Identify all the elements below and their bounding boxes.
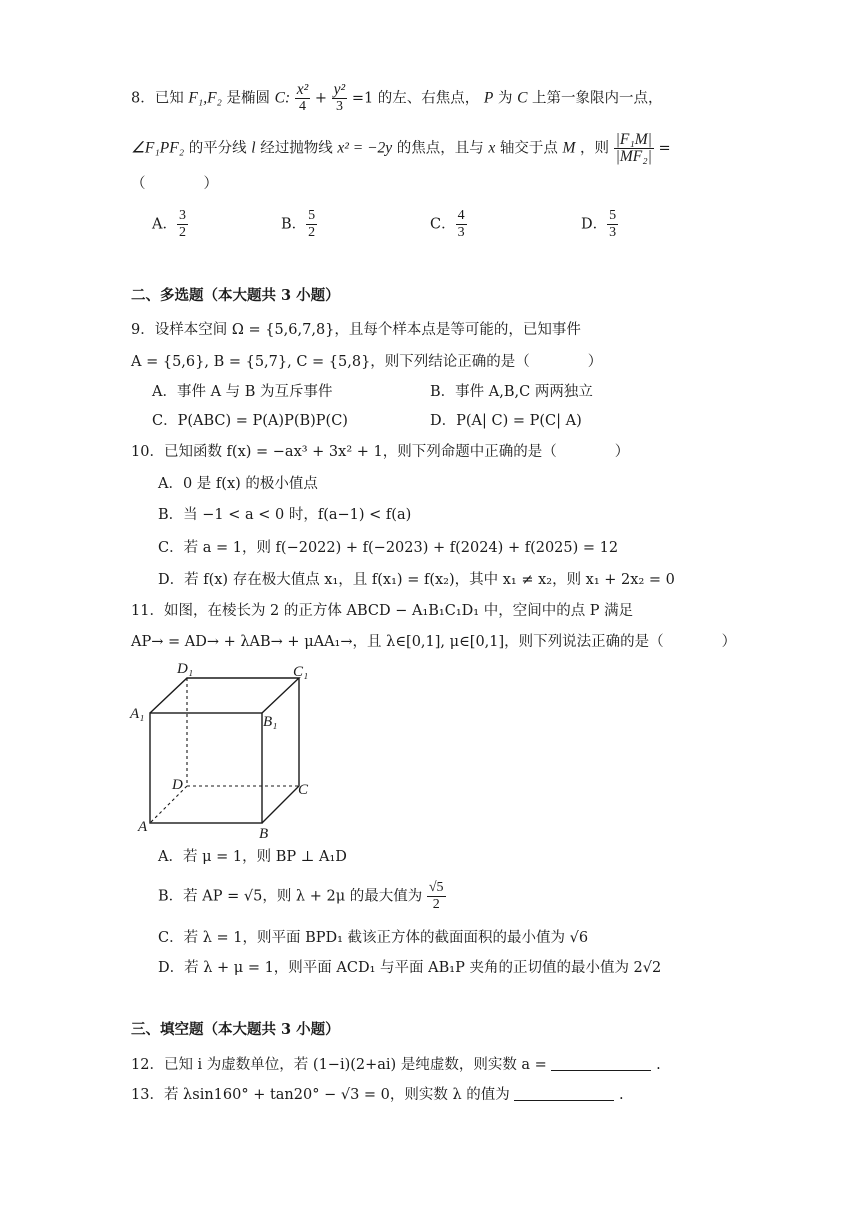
q11-option-a: A．若 μ = 1，则 BP ⊥ A₁D: [158, 849, 347, 865]
q8-plus: +: [314, 90, 328, 107]
section-title-fill-blank: 三、填空题（本大题共 3 小题）: [131, 1021, 340, 1038]
q12-text: 12．已知 i 为虚数单位，若 (1−i)(2+ai) 是纯虚数，则实数 a =: [131, 1057, 547, 1073]
q10-option-c: C．若 a = 1，则 f(−2022) + f(−2023) + f(2024) + f(2025) = 12: [158, 540, 619, 556]
q8-paren: （ ）: [131, 176, 218, 192]
label-b1: B₁: [263, 714, 278, 730]
q9-option-a: A．事件 A 与 B 为互斥事件: [152, 384, 333, 400]
q9-option-b: B．事件 A,B,C 两两独立: [430, 384, 593, 400]
q13-answer-blank[interactable]: [514, 1086, 614, 1101]
q10-option-a: A．0 是 f(x) 的极小值点: [158, 476, 318, 492]
q12-line: [131, 1055, 661, 1075]
label-a1: A₁: [130, 706, 145, 722]
q10-option-d: D．若 f(x) 存在极大值点 x₁，且 f(x₁) = f(x₂)，其中 x₁ ≠ x₂，则 x₁ + 2x₂ = 0: [158, 572, 675, 588]
q8-text: 上第一象限内一点，: [532, 90, 663, 107]
q8-text: 是椭圆: [226, 90, 271, 107]
q11-line-2: AP→ = AD→ + λAB→ + μAA₁→，且 λ∈[0,1], μ∈[0,1]，则下列说法正确的是（ ）: [131, 634, 737, 650]
label-b: B: [259, 826, 269, 842]
cube-top-edges: [150, 678, 299, 713]
q8-foci: F₁,F₂: [188, 89, 222, 107]
q8-eq: =: [658, 140, 671, 157]
q12-period: .: [656, 1057, 661, 1073]
q8-text: ，则: [580, 140, 610, 157]
q8-var: M: [562, 139, 576, 157]
q8-eq: =1: [351, 90, 374, 107]
q13-period: .: [619, 1087, 624, 1103]
q8-parabola: x² = −2y: [337, 139, 393, 157]
q8-var: C: [517, 89, 528, 107]
q9-line-1: 9．设样本空间 Ω = {5,6,7,8}，且每个样本点是等可能的，已知事件: [131, 322, 581, 338]
label-d1: D₁: [177, 661, 194, 677]
label-c: C: [298, 782, 309, 798]
q10-option-b: B．当 −1 < a < 0 时，f(a−1) < f(a): [158, 507, 412, 523]
q8-ratio: $\frac{\text{|F₁M|}}{\text{|MF₂|}}$: [615, 131, 652, 165]
q8-option-b: B． $\frac{5}{2}$: [281, 208, 316, 240]
label-a: A: [138, 819, 148, 835]
label-d: D: [172, 777, 183, 793]
cube-front-face: [150, 713, 262, 823]
q9-option-d: D．P(A| C) = P(C| A): [430, 413, 582, 429]
q8-angle: ∠F₁PF₂: [131, 139, 185, 157]
q11-option-d: D．若 λ + μ = 1，则平面 ACD₁ 与平面 AB₁P 夹角的正切值的最小值为 2√2: [158, 960, 662, 976]
q8-text: 轴交于点: [499, 140, 558, 157]
cube-right-edges: [262, 678, 299, 823]
section-title-multi-choice: 二、多选题（本大题共 3 小题）: [131, 287, 340, 304]
q8-option-d: D． $\frac{5}{3}$: [581, 208, 617, 240]
q8-option-a: A． $\frac{3}{2}$: [152, 208, 186, 240]
q8-var: x: [488, 139, 496, 157]
q8-line-1: [131, 82, 663, 115]
q8-text: 的焦点，且与: [396, 140, 484, 157]
q8-text: 的左、右焦点，: [377, 90, 480, 107]
q11-option-c: C．若 λ = 1，则平面 BPD₁ 截该正方体的截面面积的最小值为 √6: [158, 930, 589, 946]
q11-option-b: B．若 AP = √5，则 λ + 2μ 的最大值为 $\frac{√5}{2}$: [158, 880, 444, 912]
q11-line-1: 11．如图，在棱长为 2 的正方体 ABCD − A₁B₁C₁D₁ 中，空间中的点 P 满足: [131, 603, 634, 619]
q13-line: [131, 1085, 624, 1105]
q9-option-c: C．P(ABC) = P(A)P(B)P(C): [152, 413, 348, 429]
q8-text: 经过抛物线: [260, 140, 333, 157]
q8-text: 为: [497, 90, 513, 107]
q12-answer-blank[interactable]: [551, 1056, 651, 1071]
q8-fraction-y: $\frac{\text{y²}}{3}$: [333, 81, 346, 114]
q8-fraction-x: $\frac{\text{x²}}{4}$: [296, 81, 309, 114]
q10-line-1: 10．已知函数 f(x) = −ax³ + 3x² + 1，则下列命题中正确的是（ ）: [131, 444, 630, 460]
q9-line-2: A = {5,6}, B = {5,7}, C = {5,8}，则下列结论正确的是（ ）: [131, 354, 603, 370]
q8-text: 的平分线: [188, 140, 247, 157]
q8-option-c: C． $\frac{4}{3}$: [430, 208, 465, 240]
q8-point: P: [483, 89, 494, 107]
q8-var: l: [251, 139, 256, 157]
q8-ellipse-name: C:: [274, 89, 291, 107]
q8-text: 8．已知: [131, 90, 184, 107]
q8-line-2: [131, 132, 671, 165]
cube-figure: [130, 656, 335, 842]
q13-text: 13．若 λsin160° + tan20° − √3 = 0，则实数 λ 的值为: [131, 1087, 510, 1103]
label-c1: C₁: [293, 664, 309, 680]
